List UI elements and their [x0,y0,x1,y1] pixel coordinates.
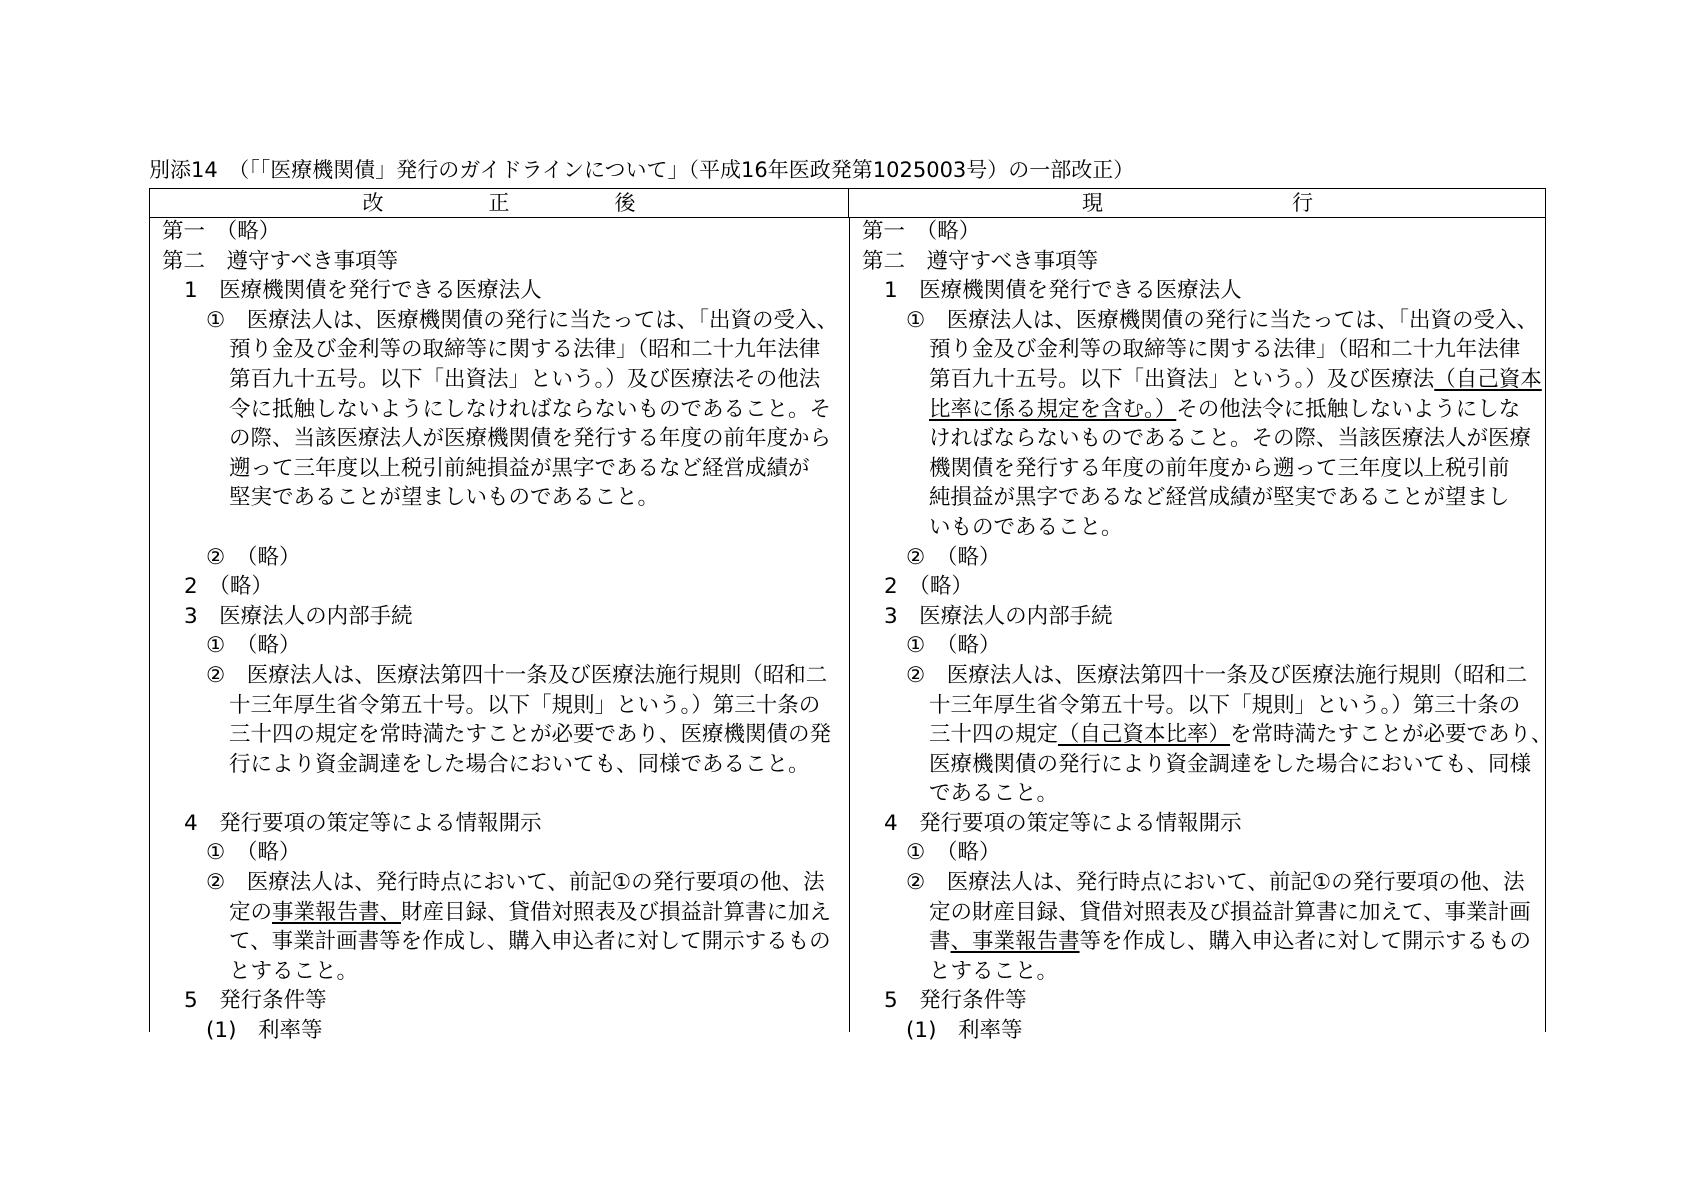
text-segment: 2 （略） [184,574,273,600]
text-segment: 遡って三年度以上税引前純損益が黒字であるなど経営成績が [229,455,810,481]
text-line [850,868,1546,898]
text-line [150,957,849,987]
text-segment: (1) 利率等 [206,1018,323,1044]
text-segment: 1 医療機関債を発行できる医療法人 [884,278,1242,304]
text-line [850,483,1546,513]
text-segment: 書 [929,929,951,955]
text-line [150,572,849,602]
text-segment: ① 医療法人は、医療機関債の発行に当たっては、「出資の受入、 [906,307,1539,333]
text-segment: 第二 遵守すべき事項等 [862,248,1099,274]
text-line [150,543,849,573]
text-segment: 三十四の規定 [929,722,1059,748]
text-line [850,779,1546,809]
underlined-amendment: （自己資本比率） [1058,722,1231,748]
text-line [850,335,1546,365]
header-revised: 改 正 後 [150,189,849,218]
text-line [850,365,1546,395]
text-segment: 等を作成し、購入申込者に対して開示するもの [1079,929,1532,955]
text-segment: 第百九十五号。以下「出資法」という。）及び医療法 [929,366,1435,392]
text-line [150,306,849,336]
text-segment: 定の財産目録、貸借対照表及び損益計算書に加えて、事業計画 [929,899,1531,925]
text-line [150,395,849,425]
text-segment: (1) 利率等 [906,1018,1023,1044]
text-segment: 財産目録、貸借対照表及び損益計算書に加え [401,899,832,925]
text-line [150,276,849,306]
text-line [150,927,849,957]
underlined-amendment: 事業報告書、 [272,899,402,925]
text-line [850,809,1546,839]
text-line [150,868,849,898]
text-line [150,750,849,780]
comparison-table [149,188,1553,1044]
text-line [150,513,849,543]
text-segment: 定の [229,899,273,925]
text-segment: 令に抵触しないようにしなければならないものであること。そ [229,396,832,422]
text-segment: 5 発行条件等 [884,988,1027,1014]
text-segment: 第二 遵守すべき事項等 [162,248,399,274]
text-line [850,927,1546,957]
text-line [150,247,849,277]
text-segment: 機関債を発行する年度の前年度から遡って三年度以上税引前 [929,455,1510,481]
text-segment: ② 医療法人は、医療法第四十一条及び医療法施行規則（昭和二 [906,662,1528,688]
text-segment: 預り金及び金利等の取締等に関する法律」（昭和二十九年法律 [229,337,821,363]
text-line [150,631,849,661]
text-segment: ② 医療法人は、医療法第四十一条及び医療法施行規則（昭和二 [206,662,828,688]
text-line [850,838,1546,868]
text-line [850,1016,1546,1046]
text-segment: 十三年厚生省令第五十号。以下「規則」という。）第三十条の [229,692,821,718]
text-line [850,691,1546,721]
text-segment: ② （略） [906,544,1001,570]
text-line [850,631,1546,661]
text-segment: ければならないものであること。その際、当該医療法人が医療 [929,426,1532,452]
text-line [150,1016,849,1046]
text-line [150,691,849,721]
text-segment: とすること。 [929,958,1059,984]
text-line [150,602,849,632]
text-segment: ① 医療法人は、医療機関債の発行に当たっては、「出資の受入、 [206,307,839,333]
header-current: 現 行 [849,189,1546,218]
text-segment: とすること。 [229,958,359,984]
text-segment: 3 医療法人の内部手続 [884,603,1113,629]
underlined-amendment: 、事業報告書 [950,929,1080,955]
text-line [850,454,1546,484]
text-segment: 行により資金調達をした場合においても、同様であること。 [229,751,810,777]
text-segment: 第一 （略） [162,219,281,244]
text-segment: 4 発行要項の策定等による情報開示 [884,810,1242,836]
text-segment: ② （略） [206,544,301,570]
text-line [850,898,1546,928]
text-line [150,483,849,513]
text-segment: 第百九十五号。以下「出資法」という。）及び医療法その他法 [229,366,821,392]
current-column [850,217,1553,1046]
text-segment: ① （略） [906,633,1001,659]
text-segment: 2 （略） [884,574,973,600]
text-segment: 1 医療機関債を発行できる医療法人 [184,278,542,304]
revised-column [150,217,849,1046]
text-line [850,572,1546,602]
text-line [850,217,1546,247]
text-segment: その他法令に抵触しないようにしな [1176,396,1521,422]
text-segment: 三十四の規定を常時満たすことが必要であり、医療機関債の発 [229,722,832,748]
text-segment: いものであること。 [929,514,1123,540]
text-line [850,602,1546,632]
text-segment: を常時満たすことが必要であり、 [1230,722,1553,748]
text-line [850,986,1546,1016]
text-line [150,838,849,868]
document-title: 別添14 （「「医療機関債」発行のガイドラインについて」（平成16年医政発第1025003号）の一部改正） [149,158,1135,182]
text-line [150,720,849,750]
text-line [150,454,849,484]
text-line [850,720,1553,750]
text-segment: 第一 （略） [862,219,981,244]
text-line [150,661,849,691]
text-line [150,898,849,928]
text-line [150,335,849,365]
text-line [850,661,1546,691]
text-segment: 堅実であることが望ましいものであること。 [229,485,660,511]
text-segment: 医療機関債の発行により資金調達をした場合においても、同様 [929,751,1532,777]
text-segment: ① （略） [906,840,1001,866]
text-segment: 預り金及び金利等の取締等に関する法律」（昭和二十九年法律 [929,337,1521,363]
text-segment: 3 医療法人の内部手続 [184,603,413,629]
text-segment: の際、当該医療法人が医療機関債を発行する年度の前年度から [229,426,832,452]
text-line [850,276,1546,306]
text-segment: 5 発行条件等 [184,988,327,1014]
underlined-amendment: （自己資本 [1434,366,1542,392]
text-line [150,365,849,395]
text-line [150,424,849,454]
text-line [850,957,1546,987]
text-line [850,306,1546,336]
text-line [150,809,849,839]
text-segment: ② 医療法人は、発行時点において、前記①の発行要項の他、法 [906,870,1525,896]
text-line [850,424,1546,454]
text-line [150,217,849,247]
text-line [150,986,849,1016]
text-line [850,543,1546,573]
underlined-amendment: 比率に係る規定を含む。） [929,396,1177,422]
text-line [850,513,1546,543]
text-line [850,750,1546,780]
text-segment: であること。 [929,781,1059,807]
text-line [850,247,1546,277]
text-line [150,779,849,809]
text-line [850,395,1546,425]
text-segment: て、事業計画書等を作成し、購入申込者に対して開示するもの [229,929,831,955]
text-segment: ① （略） [206,840,301,866]
text-segment: 純損益が黒字であるなど経営成績が堅実であることが望まし [929,485,1510,511]
text-segment: ① （略） [206,633,301,659]
text-segment: 十三年厚生省令第五十号。以下「規則」という。）第三十条の [929,692,1521,718]
text-segment: ② 医療法人は、発行時点において、前記①の発行要項の他、法 [206,870,825,896]
text-segment: 4 発行要項の策定等による情報開示 [184,810,542,836]
